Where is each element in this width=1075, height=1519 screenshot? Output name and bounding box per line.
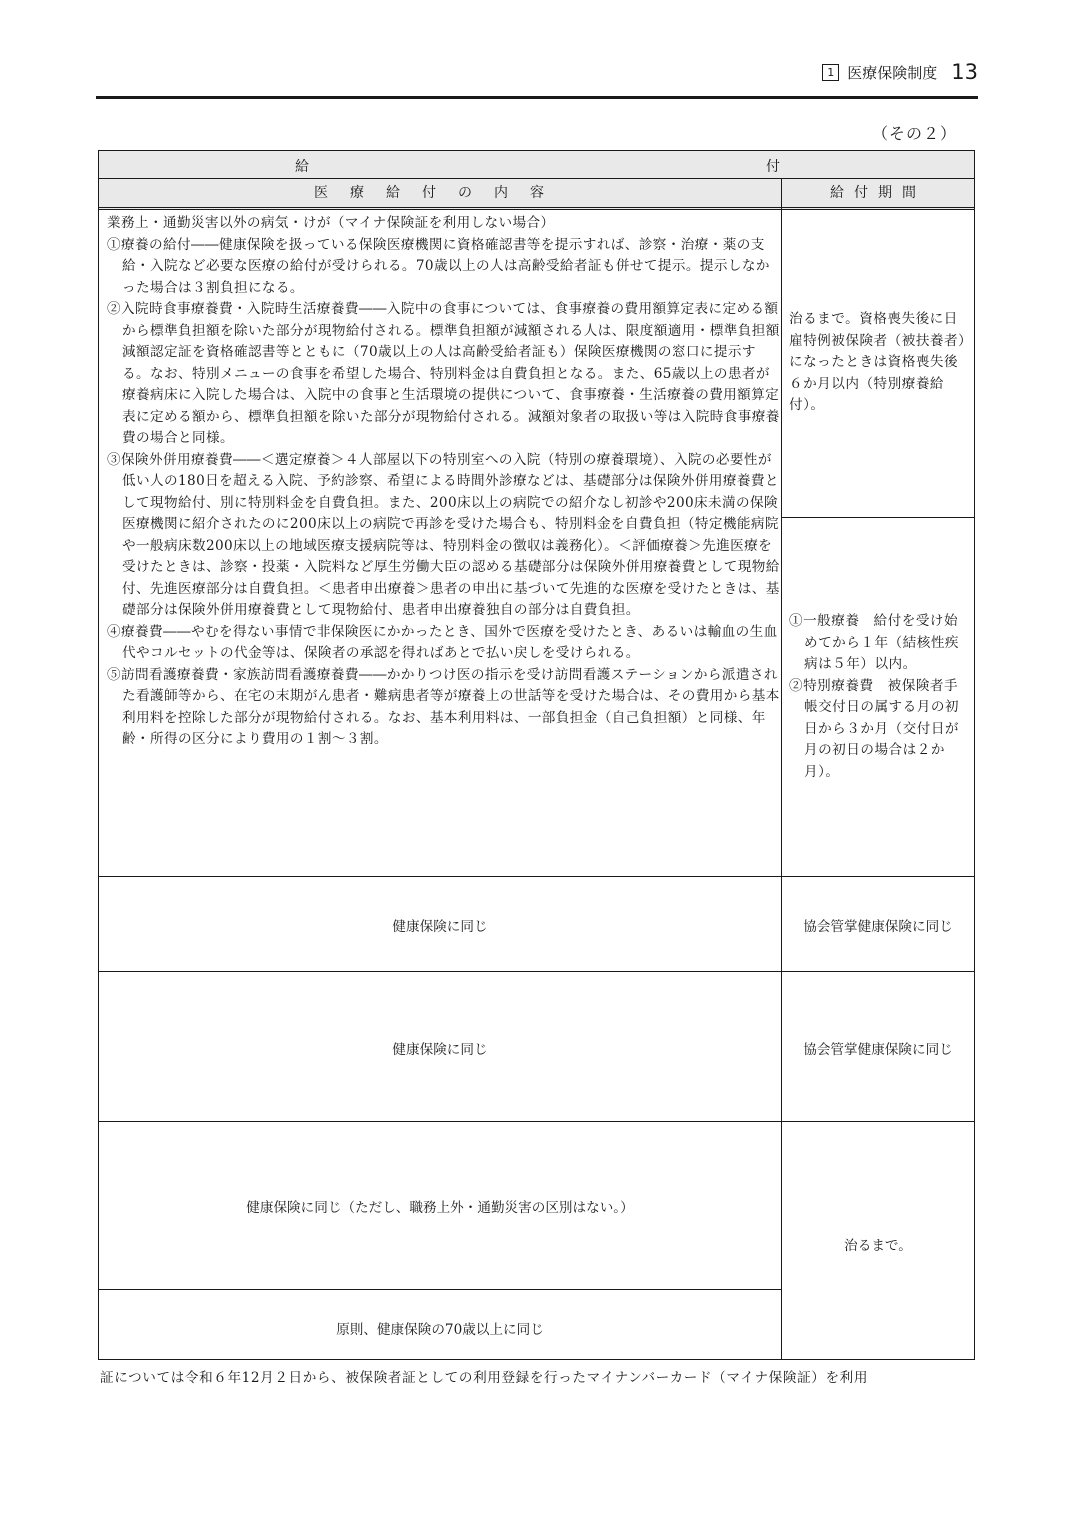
section-title: 医療保険制度 [847, 63, 938, 82]
content-item-4: ④療養費――やむを得ない事情で非保険医にかかったとき、国外で医療を受けたとき、あるいは輸血の生血代やコルセットの代金等は、保険者の承認を得ればあとで払い戻しを受けられる。 [107, 623, 778, 661]
row-divider-1 [99, 876, 974, 877]
row3-period: 協会管掌健康保険に同じ [803, 1042, 953, 1058]
benefits-header-row [99, 151, 974, 179]
period-item-2: ②特別療養費 被保険者手帳交付日の属する月の初日から３か月（交付日が月の初日の場合は２か月）。 [789, 677, 960, 780]
period-item-1: ①一般療養 給付を受け始めてから１年（結核性疾病は５年）以内。 [789, 613, 960, 672]
period-text-1: 治るまで。資格喪失後に日雇特例被保険者（被扶養者）になったときは資格喪失後６か月以内（特別療養給付）。 [789, 311, 966, 413]
row-divider-2 [99, 971, 974, 972]
table-subtitle: （その２） [871, 124, 957, 143]
content-item-2: ②入院時食事療養費・入院時生活療養費――入院中の食事については、食事療養の費用額算定表に定める額から標準負担額を除いた部分が現物給付される。標準負担額が減額される人は、限度額適用・標準負担額減額認定証を資格確認書等とともに（70歳以上の人は高齢受給者証も）保険医療機関の窓口に提示する。なお、特別メニューの食事を希望した場合、特別料金は自費負担となる。また、65歳以上の患者が療養病床に入院した場合は、入院中の食事と生活環境の提供について、食事療養・生活療養の費用額算定表に定める額から、標準負担額を除いた部分が現物給付される。減額対象者の取扱い等は入院時食事療養費の場合と同様。 [107, 301, 780, 446]
row45-period: 治るまで。 [844, 1238, 912, 1254]
benefits-header-char-2: 付 [766, 159, 780, 175]
page-header [96, 58, 978, 99]
benefits-header-char-1: 給 [295, 159, 309, 175]
section-number-box: 1 [822, 64, 839, 81]
row2-period: 協会管掌健康保険に同じ [803, 919, 953, 935]
row4-content: 健康保険に同じ（ただし、職務上外・通勤災害の区別はない。） [246, 1200, 634, 1216]
footer-note: 証については令和６年12月２日から、被保険者証としての利用登録を行ったマイナンバーカード（マイナ保険証）を利用 [100, 1370, 869, 1386]
column-header-content: 医療給付の内容 [99, 179, 782, 207]
column-header-row [99, 179, 974, 210]
column-header-period: 給付期間 [830, 185, 926, 201]
benefits-table [98, 150, 975, 1360]
header-section [822, 60, 978, 84]
page-number: 13 [951, 60, 978, 84]
column-divider [781, 207, 782, 1360]
content-intro: 業務上・通勤災害以外の病気・けが（マイナ保険証を利用しない場合） [107, 215, 555, 231]
row-divider-4 [99, 1289, 781, 1290]
period-divider-1 [782, 517, 974, 518]
content-item-1: ①療養の給付――健康保険を扱っている保険医療機関に資格確認書等を提示すれば、診察・治療・薬の支給・入院など必要な医療の給付が受けられる。70歳以上の人は高齢受給者証も併せて提示。提示しなかった場合は３割負担になる。 [107, 236, 770, 296]
medical-benefits-content [107, 213, 781, 751]
period-text-2 [789, 611, 969, 783]
content-item-3: ③保険外併用療養費――＜選定療養＞４人部屋以下の特別室への入院（特別の療養環境）、入院の必要性が低い人の180日を超える入院、予約診察、希望による時間外診療などは、基礎部分は保険外併用療養費として現物給付、別に特別料金を自費負担。また、200床以上の病院での紹介なし初診や200床未満の保険医療機関に紹介されたのに200床以上の病院で再診を受けた場合も、特別料金を自費負担（特定機能病院や一般病床数200床以上の地域医療支援病院等は、特別料金の徴収は義務化）。＜評価療養＞先進医療を受けたときは、診察・投薬・入院料など厚生労働大臣の認める基礎部分は保険外併用療養費として現物給付、先進医療部分は自費負担。＜患者申出療養＞患者の申出に基づいて先進的な医療を受けたときは、基礎部分は保険外併用療養費として現物給付、患者申出療養独自の部分は自費負担。 [107, 451, 780, 618]
row2-content: 健康保険に同じ [392, 919, 488, 935]
row3-content: 健康保険に同じ [392, 1042, 488, 1058]
row5-content: 原則、健康保険の70歳以上に同じ [336, 1322, 544, 1338]
row-divider-3 [99, 1121, 974, 1122]
content-item-5: ⑤訪問看護療養費・家族訪問看護療養費――かかりつけ医の指示を受け訪問看護ステーションから派遣された看護師等から、在宅の末期がん患者・難病患者等が療養上の世話等を受けた場合は、その費用から基本利用料を控除した部分が現物給付される。なお、基本利用料は、一部負担金（自己負担額）と同様、年齢・所得の区分により費用の１割～３割。 [107, 666, 780, 747]
